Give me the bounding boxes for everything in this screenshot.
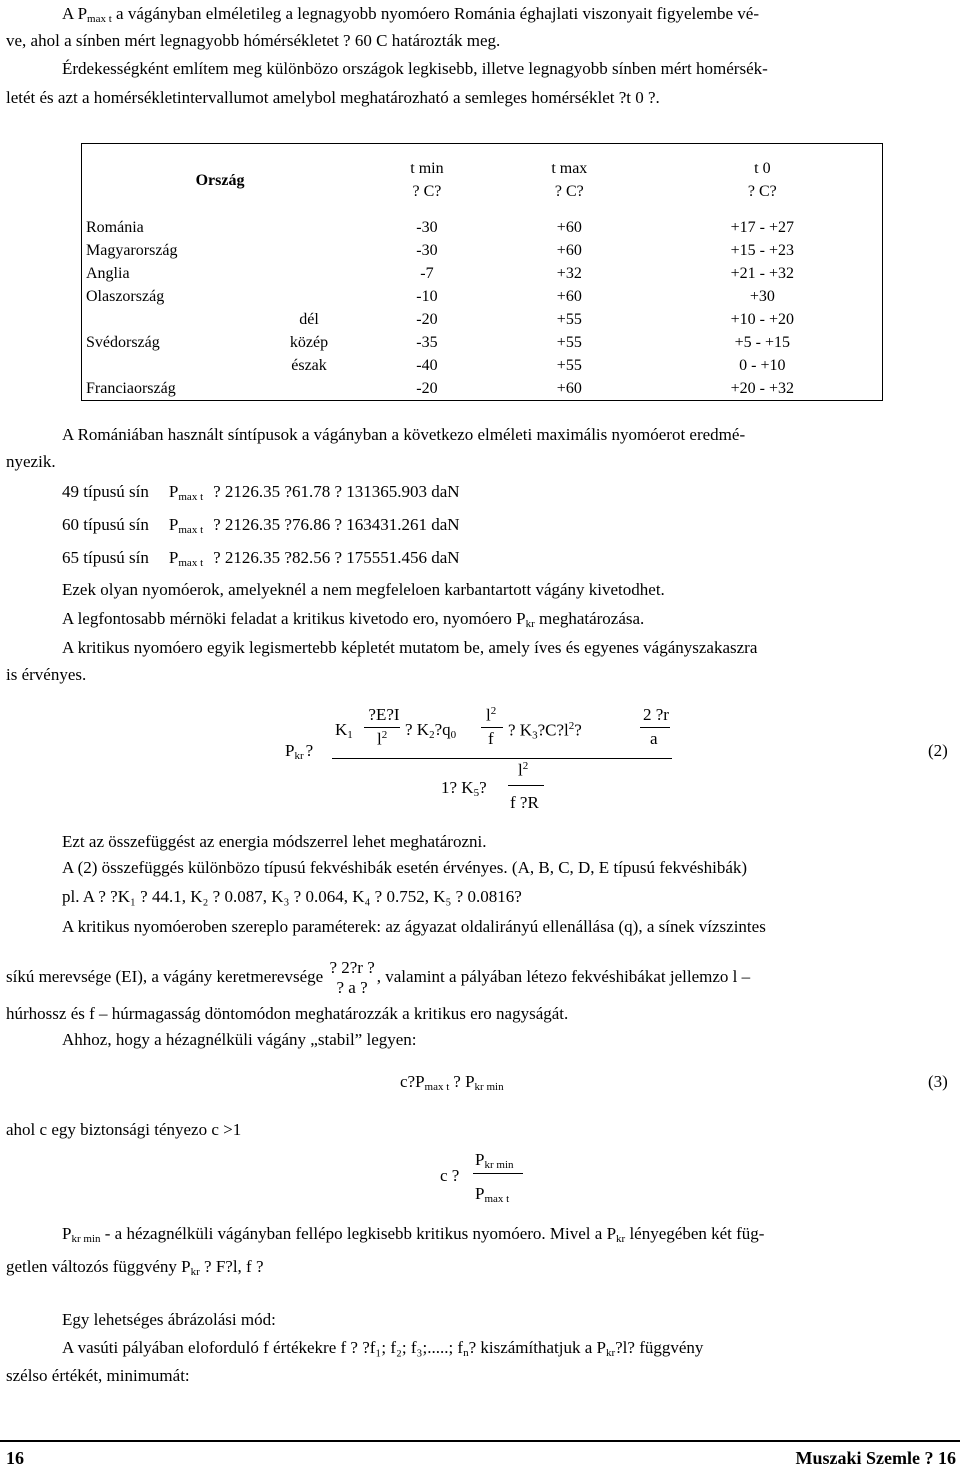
para3-line-3: pl. A ? ?K₁ ? 44.1, K₂ ? 0.087, K₃ ? 0.064, K₄ ? 0.752, K₅ ? 0.0816?	[62, 887, 522, 906]
table-row: Anglia -7 +32 +21 - +32	[82, 262, 883, 285]
rail-60: 60 típusú sín $P_{max t}$ ? 2126.35 ?76.86 ? 163431.261 daN	[62, 515, 460, 536]
footer-rule	[0, 1440, 960, 1442]
intro-line-2: ve, ahol a sínben mért legnagyobb hómérsékletet ? 60 C határozták meg.	[6, 31, 501, 50]
para2-line-8: A kritikus nyomóero egyik legismertebb képletét mutatom be, amely íves és egyenes vágányszakaszra	[62, 638, 758, 657]
rail-49: 49 típusú sín $P_{max t}$ ? 2126.35 ?61.78 ? 131365.903 daN	[62, 482, 460, 503]
para2-line-7: A legfontosabb mérnöki feladat a kritikus kivetodo ero, nyomóero $P_{kr}$ meghatározása.	[62, 609, 645, 630]
para4-line-1: ahol c egy biztonsági tényezo c >1	[6, 1120, 242, 1139]
formula-3-number: (3)	[928, 1072, 948, 1091]
para2-line-9: is érvényes.	[6, 665, 87, 684]
para3-line-7: Ahhoz, hogy a hézagnélküli vágány „stabil” legyen:	[62, 1030, 417, 1049]
table-row: Olaszország -10 +60 +30	[82, 285, 883, 308]
intro-line-3: Érdekességként említem meg különbözo országok legkisebb, illetve legnagyobb sínben mért homérsék-	[62, 59, 768, 78]
table-row: Franciaország -20 +60 +20 - +32	[82, 377, 883, 401]
para3-line-1: Ezt az összefüggést az energia módszerrel lehet meghatározni.	[62, 832, 487, 851]
header-country: Ország	[82, 144, 359, 217]
table-row: észak -40 +55 0 - +10	[82, 354, 883, 377]
intro-line-4: letét és azt a homérsékletintervallumot amelybol meghatározható a semleges homérséklet ?t 0 ?.	[6, 88, 660, 107]
formula-2-number: (2)	[928, 741, 948, 760]
para5-line-2: getlen változós függvény $P_{kr}$ ? F?l, f ?	[6, 1257, 264, 1278]
rail-65: 65 típusú sín $P_{max t}$ ? 2126.35 ?82.56 ? 175551.456 daN	[62, 548, 460, 569]
table-row: Magyarország -30 +60 +15 - +23	[82, 239, 883, 262]
intro-line-1: A $P_{max t}$ a vágányban elméletileg a legnagyobb nyomóero Románia éghajlati viszonyait figyelembe vé-	[62, 4, 759, 25]
table-row: dél -20 +55 +10 - +20	[82, 308, 883, 331]
para3-line-2: A (2) összefüggés különbözo típusú fekvéshibák esetén érvényes. (A, B, C, D, E típusú fekvéshibák)	[62, 858, 748, 877]
temperature-table	[81, 143, 883, 401]
table-row: Svédország közép -35 +55 +5 - +15	[82, 331, 883, 354]
header-tmax: t max ? C?	[551, 160, 588, 200]
page-number: 16	[6, 1448, 24, 1468]
header-tmin: t min ? C?	[410, 160, 444, 200]
para3-line-6: húrhossz és f – húrmagasság döntomódon meghatározzák a kritikus ero nagyságát.	[6, 1004, 569, 1023]
para5-line-5: szélso értékét, minimumát:	[6, 1366, 190, 1385]
para2-line-2: nyezik.	[6, 452, 56, 471]
para3-line-5: síkú merevsége (EI), a vágány keretmerevsége ? 2?r ? ? a ? , valamint a pályában létezo fekvéshibákat jellemzo l –	[6, 958, 751, 997]
para5-line-1: $P_{kr min}$ - a hézagnélküli vágányban fellépo legkisebb kritikus nyomóero. Mivel a $P_{kr}$ lényegében két füg-	[62, 1224, 765, 1245]
para5-line-4: A vasúti pályában eloforduló f értékekre f ? ?f₁; f₂; f₃;.....; $f_n$? kiszámíthatjuk a $P_{kr}?l$? függvény	[62, 1338, 704, 1359]
table-row: Románia -30 +60 +17 - +27	[82, 216, 883, 239]
journal-title: Muszaki Szemle ? 16	[795, 1448, 956, 1468]
para5-line-3: Egy lehetséges ábrázolási mód:	[62, 1310, 276, 1329]
para2-line-6: Ezek olyan nyomóerok, amelyeknél a nem megfeleloen karbantartott vágány kivetodhet.	[62, 580, 665, 599]
para2-line-1: A Romániában használt síntípusok a vágányban a következo elméleti maximális nyomóerot eredmé-	[62, 425, 746, 444]
header-t0: t 0 ? C?	[643, 144, 883, 217]
para3-line-4: A kritikus nyomóeroben szereplo paraméterek: az ágyazat oldalirányú ellenállása (q), a sínek vízszintes	[62, 917, 766, 936]
